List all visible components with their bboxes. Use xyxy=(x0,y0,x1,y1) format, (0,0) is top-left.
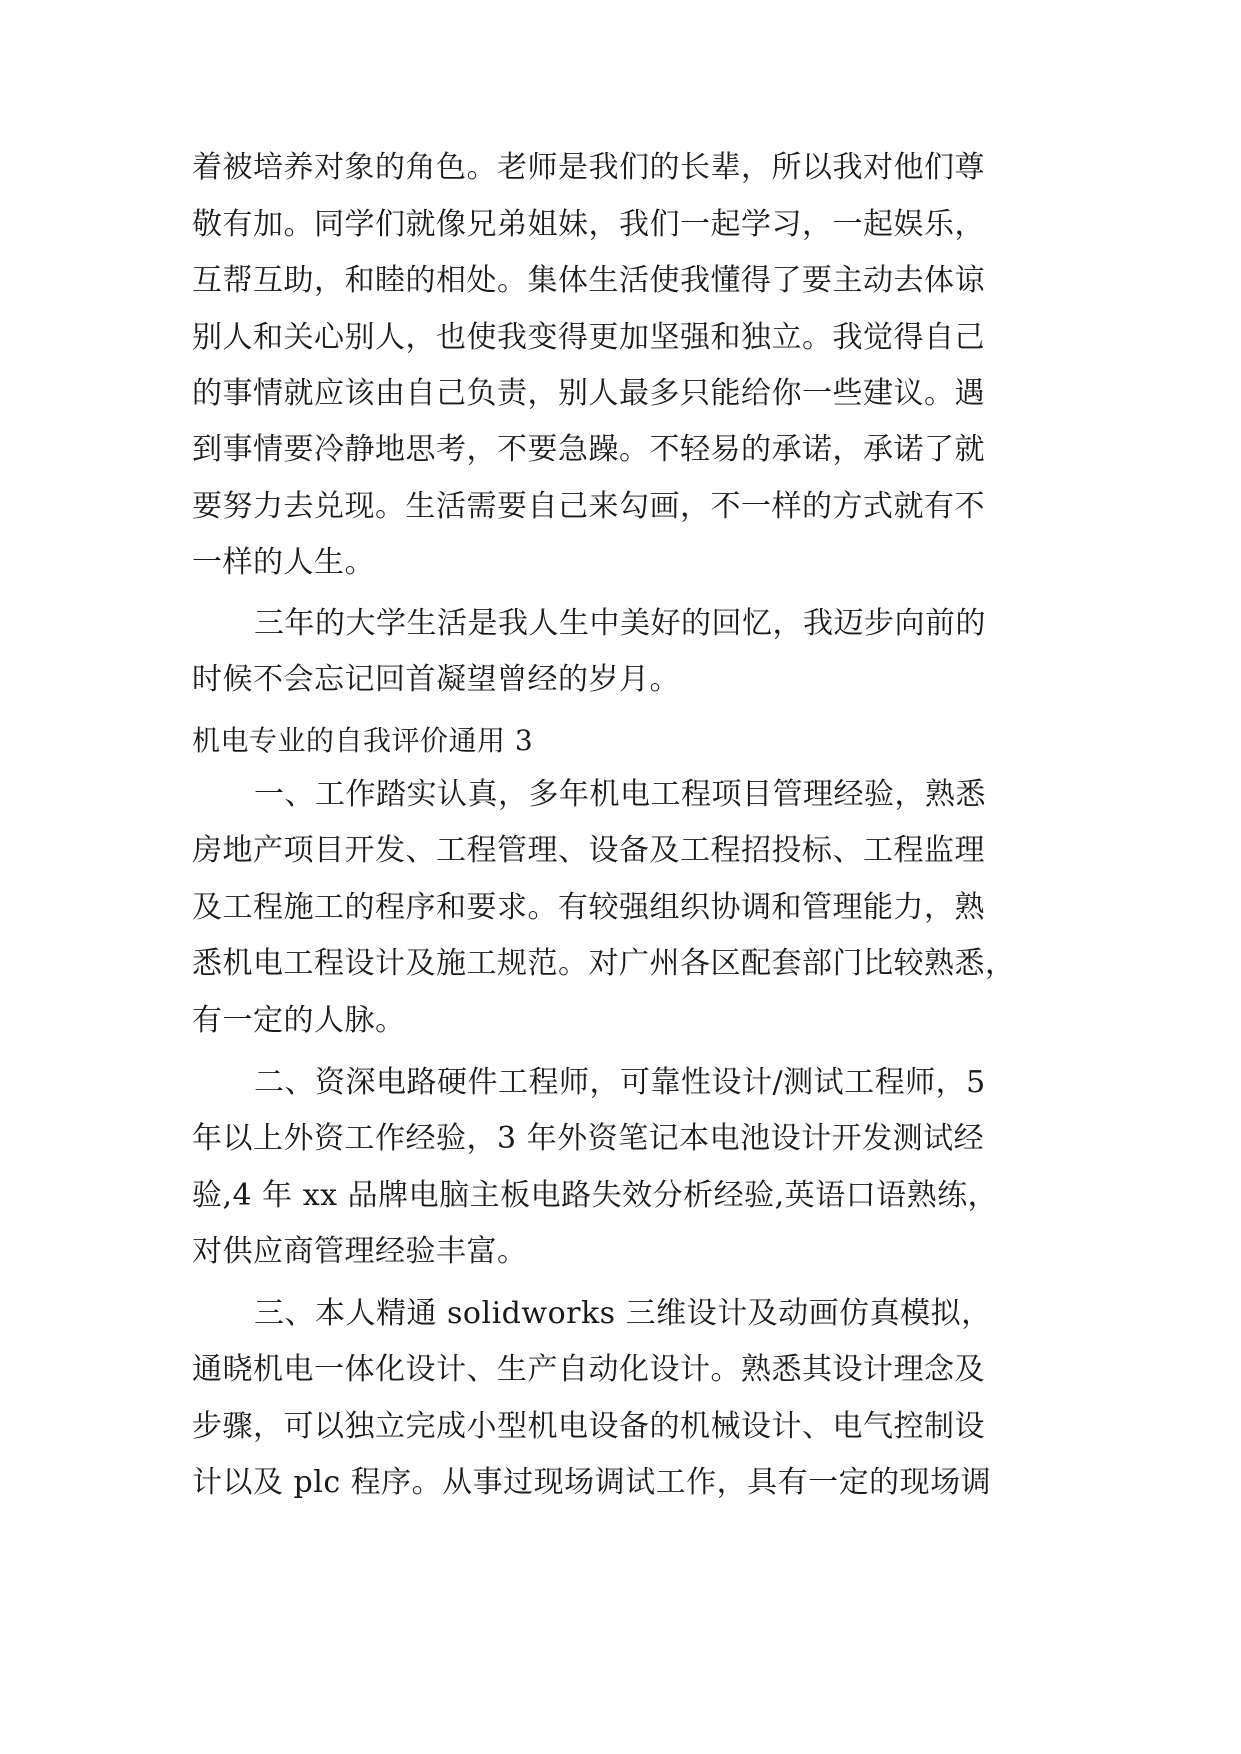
section-heading: 机电专业的自我评价通用 3 xyxy=(192,724,534,757)
text-line: 要努力去兑现。生活需要自己来勾画，不一样的方式就有不 xyxy=(192,489,985,524)
paragraph-first-line: 三年的大学生活是我人生中美好的回忆，我迈步向前的 xyxy=(254,606,986,641)
text-line: 对供应商管理经验丰富。 xyxy=(192,1234,528,1269)
paragraph-first-line: 三、本人精通 solidworks 三维设计及动画仿真模拟， xyxy=(254,1296,992,1331)
text-line: 计以及 plc 程序。从事过现场调试工作，具有一定的现场调 xyxy=(192,1465,992,1500)
text-line: 验,4 年 xx 品牌电脑主板电路失效分析经验,英语口语熟练， xyxy=(192,1178,999,1213)
text-line: 的事情就应该由自己负责，别人最多只能给你一些建议。遇 xyxy=(192,376,985,411)
text-line: 房地产项目开发、工程管理、设备及工程招投标、工程监理 xyxy=(192,833,985,868)
text-line: 及工程施工的程序和要求。有较强组织协调和管理能力，熟 xyxy=(192,890,985,925)
text-line: 步骤，可以独立完成小型机电设备的机械设计、电气控制设 xyxy=(192,1409,985,1444)
text-line: 敬有加。同学们就像兄弟姐妹，我们一起学习，一起娱乐， xyxy=(192,207,985,242)
text-line: 着被培养对象的角色。老师是我们的长辈，所以我对他们尊 xyxy=(192,150,985,185)
text-line: 时候不会忘记回首凝望曾经的岁月。 xyxy=(192,662,680,697)
text-line: 有一定的人脉。 xyxy=(192,1003,406,1038)
text-line: 年以上外资工作经验，3 年外资笔记本电池设计开发测试经 xyxy=(192,1121,985,1156)
paragraph-first-line: 一、工作踏实认真，多年机电工程项目管理经验，熟悉 xyxy=(254,777,986,812)
text-line: 互帮互助，和睦的相处。集体生活使我懂得了要主动去体谅 xyxy=(192,263,985,298)
text-line: 别人和关心别人，也使我变得更加坚强和独立。我觉得自己 xyxy=(192,320,985,355)
text-line: 悉机电工程设计及施工规范。对广州各区配套部门比较熟悉， xyxy=(192,946,1016,981)
paragraph-first-line: 二、资深电路硬件工程师，可靠性设计/测试工程师，5 xyxy=(254,1065,986,1100)
text-line: 一样的人生。 xyxy=(192,545,375,580)
text-line: 通晓机电一体化设计、生产自动化设计。熟悉其设计理念及 xyxy=(192,1352,985,1387)
text-line: 到事情要冷静地思考，不要急躁。不轻易的承诺，承诺了就 xyxy=(192,432,985,467)
